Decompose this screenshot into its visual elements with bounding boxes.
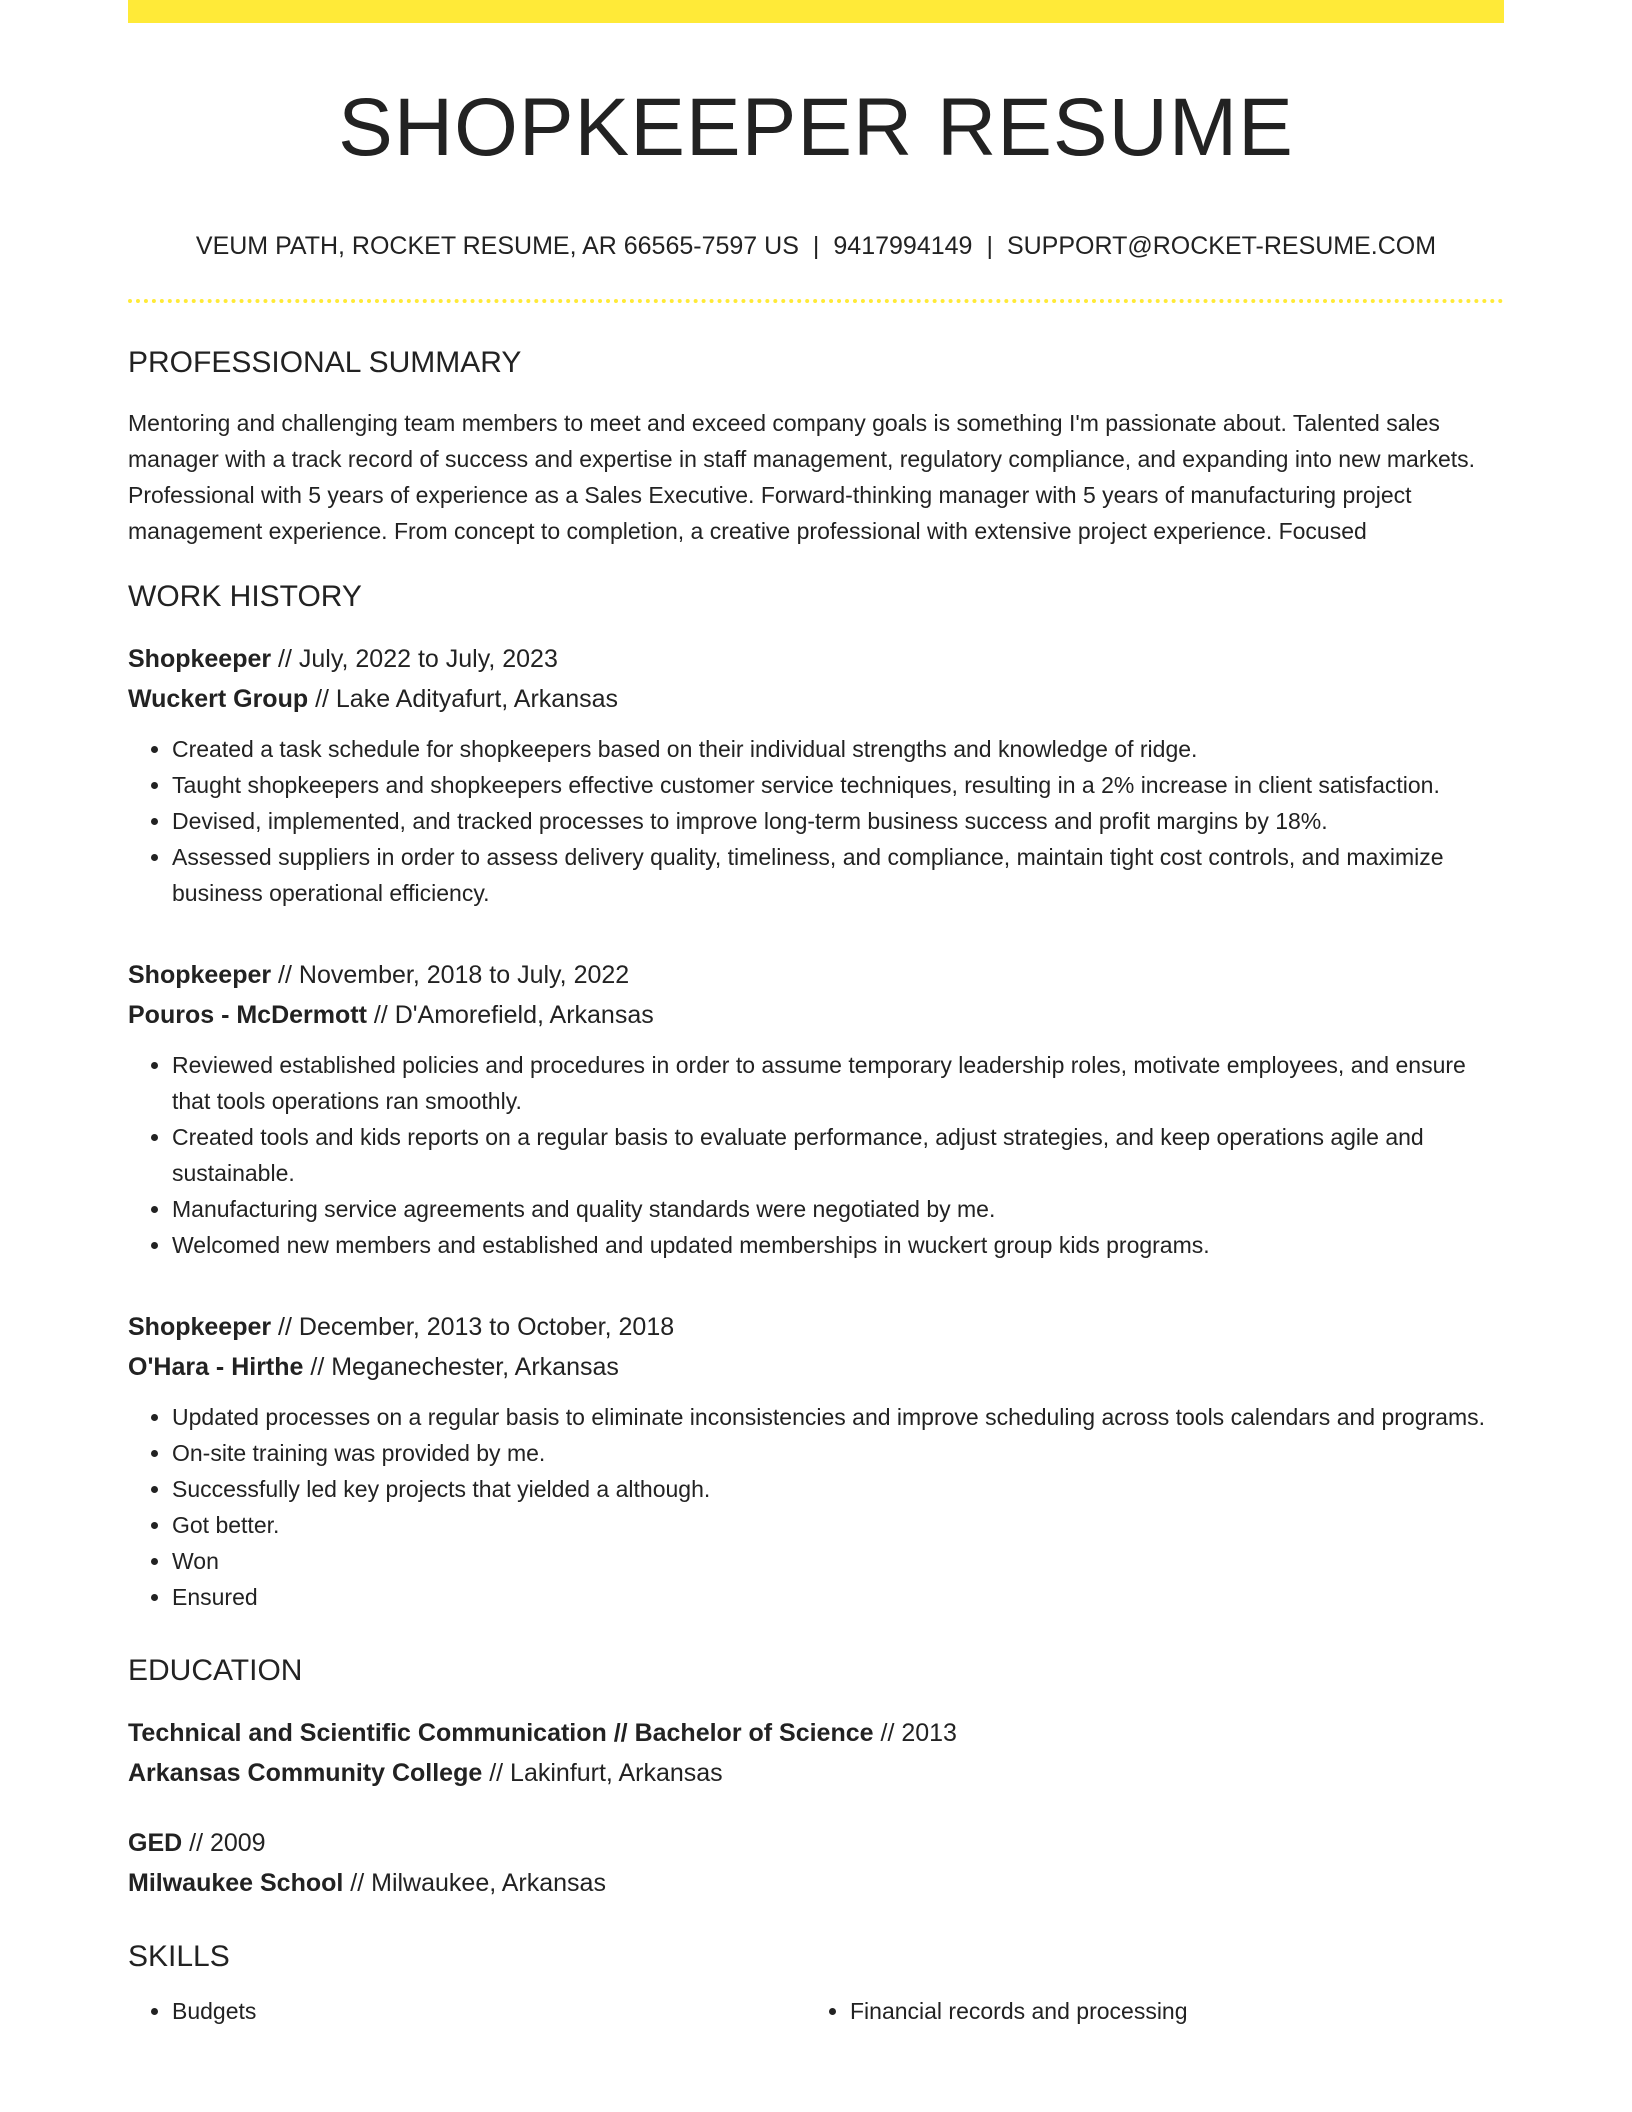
- degree-year: // 2009: [182, 1829, 266, 1858]
- list-item: • Reviewed established policies and procedures in order to assume temporary leadership roles, motivate employees, and ensure that tools operations ran smoothly.: [172, 1047, 1504, 1119]
- contact-line: [128, 231, 1504, 261]
- list-item: • On-site training was provided by me.: [172, 1435, 1504, 1471]
- list-item: • Won: [172, 1543, 1504, 1579]
- job-title: Shopkeeper: [128, 645, 272, 674]
- list-item: • Manufacturing service agreements and quality standards were negotiated by me.: [172, 1191, 1504, 1227]
- summary-text: Mentoring and challenging team members to meet and exceed company goals is something I'm passionate about. Talented sales manager with a track record of success and expertise in staff management, regulatory compliance, and expanding into new markets. Professional with 5 years of experience as a Sales Executive. Forward-thinking manager with 5 years of manufacturing project management experience. From concept to completion, a creative professional with extensive project experience. Focused: [128, 410, 1476, 545]
- list-item: • Ensured: [172, 1579, 1504, 1615]
- job-bullets: [128, 731, 1504, 911]
- skills-heading: SKILLS: [128, 1940, 230, 1974]
- school-location: // Lakinfurt, Arkansas: [482, 1759, 723, 1788]
- list-item: • Assessed suppliers in order to assess delivery quality, timeliness, and compliance, maintain tight cost controls, and maximize business operational efficiency.: [172, 839, 1504, 911]
- job-company-line: [128, 995, 1504, 1035]
- list-item: • Created tools and kids reports on a regular basis to evaluate performance, adjust strategies, and keep operations agile and sustainable.: [172, 1119, 1504, 1191]
- school: Milwaukee School: [128, 1869, 344, 1898]
- job-title-line: [128, 955, 1504, 995]
- job-company: Pouros - McDermott: [128, 1001, 367, 1030]
- job-dates: // July, 2022 to July, 2023: [271, 645, 558, 674]
- dotted-divider: [128, 299, 1504, 303]
- job-location: // D'Amorefield, Arkansas: [366, 1001, 654, 1030]
- job-entry: [128, 639, 1504, 911]
- skills-grid: [128, 1993, 1504, 2029]
- accent-top-bar: [128, 0, 1504, 23]
- contact-separator: |: [812, 232, 820, 261]
- school-line: [128, 1753, 1504, 1793]
- skills-list-right: [806, 1993, 1484, 2029]
- education-entry: [128, 1713, 1504, 1793]
- list-item: • Devised, implemented, and tracked processes to improve long-term business success and profit margins by 18%.: [172, 803, 1504, 839]
- degree: Technical and Scientific Communication // Bachelor of Science: [128, 1719, 874, 1748]
- resume-page: [128, 0, 1504, 2029]
- list-item: • Created a task schedule for shopkeepers based on their individual strengths and knowledge of ridge.: [172, 731, 1504, 767]
- degree: GED: [128, 1829, 183, 1858]
- job-dates: // November, 2018 to July, 2022: [271, 961, 630, 990]
- list-item: • Updated processes on a regular basis to eliminate inconsistencies and improve scheduling across tools calendars and programs.: [172, 1399, 1504, 1435]
- skills-list-left: [128, 1993, 806, 2029]
- job-entry: [128, 1307, 1504, 1615]
- job-location: // Meganechester, Arkansas: [303, 1353, 619, 1382]
- degree-year: // 2013: [873, 1719, 957, 1748]
- list-item: • Taught shopkeepers and shopkeepers effective customer service techniques, resulting in a 2% increase in client satisfaction.: [172, 767, 1504, 803]
- skill-item: • Financial records and processing: [850, 1993, 1484, 2029]
- job-title-line: [128, 639, 1504, 679]
- job-title: Shopkeeper: [128, 1313, 272, 1342]
- job-dates: // December, 2013 to October, 2018: [271, 1313, 675, 1342]
- degree-line: [128, 1713, 1504, 1753]
- contact-address: VEUM PATH, ROCKET RESUME, AR 66565-7597 US: [195, 232, 799, 261]
- job-company-line: [128, 1347, 1504, 1387]
- job-entry: [128, 955, 1504, 1263]
- resume-title: SHOPKEEPER RESUME: [338, 82, 1294, 173]
- degree-line: [128, 1823, 1504, 1863]
- school: Arkansas Community College: [128, 1759, 483, 1788]
- education-entry: [128, 1823, 1504, 1903]
- education-heading: EDUCATION: [128, 1654, 303, 1688]
- job-location: // Lake Adityafurt, Arkansas: [308, 685, 619, 714]
- school-line: [128, 1863, 1504, 1903]
- list-item: • Successfully led key projects that yielded a although.: [172, 1471, 1504, 1507]
- contact-separator: |: [986, 232, 993, 261]
- skill-item: • Budgets: [172, 1993, 806, 2029]
- list-item: • Got better.: [172, 1507, 1504, 1543]
- job-title-line: [128, 1307, 1504, 1347]
- job-bullets: [128, 1047, 1504, 1263]
- contact-phone: 9417994149: [833, 232, 973, 261]
- school-location: // Milwaukee, Arkansas: [343, 1869, 606, 1898]
- job-title: Shopkeeper: [128, 961, 272, 990]
- list-item: • Welcomed new members and established and updated memberships in wuckert group kids programs.: [172, 1227, 1504, 1263]
- job-company: Wuckert Group: [128, 685, 309, 714]
- summary-heading: PROFESSIONAL SUMMARY: [128, 346, 522, 380]
- job-company-line: [128, 679, 1504, 719]
- work-history-heading: WORK HISTORY: [128, 580, 362, 614]
- contact-email[interactable]: SUPPORT@ROCKET-RESUME.COM: [1006, 232, 1437, 261]
- job-company: O'Hara - Hirthe: [128, 1353, 304, 1382]
- job-bullets: [128, 1399, 1504, 1615]
